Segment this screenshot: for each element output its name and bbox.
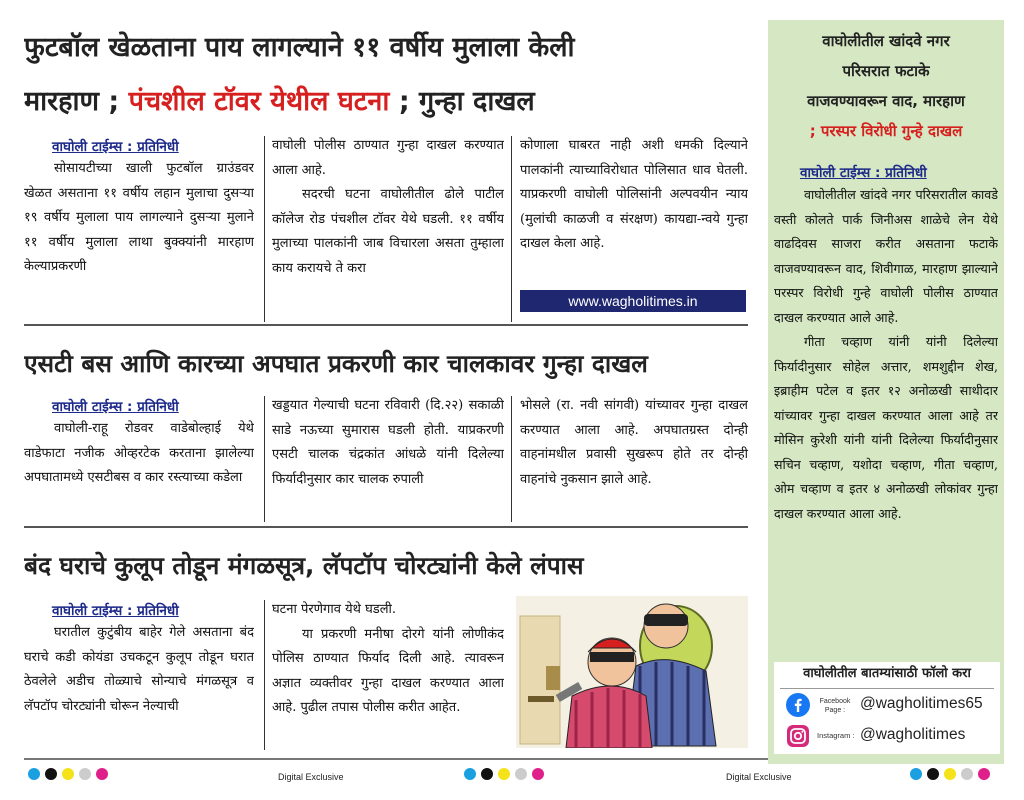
story2-col3-text: भोसले (रा. नवी सांगवी) यांच्यावर गुन्हा दाखल करण्यात आला आहे. अपघातग्रस्त दोन्ही वाहनांमधील प्रवासी सुखरूप होते तर दोन्ही वाहनांचे नुकसान झाले आहे. bbox=[520, 398, 748, 487]
story1-col2-text-2: सदरची घटना वाघोलीतील ढोले पाटील कॉलेज रोड पंचशील टॉवर येथे घडली. ११ वर्षीय मुलाच्या पालकांनी जाब विचारला असता तुम्हाला काय करायचे ते करा bbox=[272, 187, 504, 276]
story1-col1-text: सोसायटीच्या खाली फुटबॉल ग्राउंडवर खेळत असताना ११ वर्षीय लहान मुलाचा दुसऱ्या १९ वर्षीय मुलाला पाय लागल्याने दुसऱ्या मुलाने ११ वर्षीय मुलाला लाथा बुक्क्यांनी मारहाण केल्याप्रकरणी bbox=[24, 161, 254, 274]
print-color-marks-left bbox=[28, 768, 108, 780]
story1-column-2 bbox=[272, 134, 504, 322]
story1-headline-part: मारहाण ; bbox=[24, 86, 120, 117]
cyan-mark bbox=[910, 768, 922, 780]
digital-exclusive-label: Digital Exclusive bbox=[278, 772, 344, 782]
cyan-mark bbox=[464, 768, 476, 780]
yellow-mark bbox=[944, 768, 956, 780]
story3-col2-text-1: घटना पेरणेगाव येथे घडली. bbox=[272, 602, 397, 617]
story1-column-1 bbox=[24, 157, 254, 322]
story1-headline-line2 bbox=[24, 82, 759, 122]
story1-column-3 bbox=[520, 134, 748, 289]
thieves-illustration bbox=[516, 596, 748, 748]
facebook-icon[interactable] bbox=[786, 693, 810, 717]
story1-headline-highlight: पंचशील टॉवर येथील घटना bbox=[128, 86, 390, 117]
sidebar-headline-highlight: ; परस्पर विरोधी गुन्हे दाखल bbox=[809, 122, 963, 140]
story2-column-3 bbox=[520, 394, 748, 522]
black-mark bbox=[481, 768, 493, 780]
facebook-label: Facebook Page : bbox=[819, 698, 851, 714]
follow-divider bbox=[780, 688, 994, 689]
story3-col2-text-2: या प्रकरणी मनीषा दोरगे यांनी लोणीकंद पोलिस ठाण्यात फिर्याद दिली आहे. त्यावरून अज्ञात व्यक्तीवर गुन्हा दाखल करण्यात आला आहे. पुढील तपास पोलीस करीत आहेत. bbox=[272, 626, 504, 715]
yellow-mark bbox=[62, 768, 74, 780]
follow-title: वाघोलीतील बातम्यांसाठी फॉलो करा bbox=[803, 666, 971, 681]
story3-column-1 bbox=[24, 621, 254, 749]
story2-col1-text: वाघोली-राहू रोडवर वाडेबोल्हाई येथे वाडेफाटा नजीक ओव्हरटेक करताना झालेल्या अपघातामध्ये एसटीबस व कार रस्त्याच्या कडेला bbox=[24, 421, 254, 485]
story2-byline: वाघोली टाईम्स : प्रतिनिधी bbox=[52, 399, 179, 415]
column-divider bbox=[511, 136, 512, 322]
story3-byline: वाघोली टाईम्स : प्रतिनिधी bbox=[52, 603, 179, 619]
section-divider bbox=[24, 526, 748, 528]
column-divider bbox=[264, 396, 265, 522]
story1-headline-tail: ; गुन्हा दाखल bbox=[398, 86, 535, 117]
sidebar-headline-line-3: वाजवण्यावरून वाद, मारहाण bbox=[807, 92, 965, 110]
yellow-mark bbox=[498, 768, 510, 780]
story1-byline: वाघोली टाईम्स : प्रतिनिधी bbox=[52, 139, 179, 155]
story3-column-2 bbox=[272, 598, 504, 750]
black-mark bbox=[927, 768, 939, 780]
grey-mark bbox=[79, 768, 91, 780]
magenta-mark bbox=[978, 768, 990, 780]
story1-headline-line1: फुटबॉल खेळताना पाय लागल्याने ११ वर्षीय मुलाला केली bbox=[24, 32, 575, 63]
sidebar-paragraph-1: वाघोलीतील खांदवे नगर परिसरातील कावडे वस्ती कोलते पार्क जिनीअस शाळेचे लेन येथे वाढदिवस साजरा करीत असताना फटाके वाजवण्यावरून वाद, शिवीगाळ, मारहाण झाल्याने परस्पर विरोधी गुन्हे वाघोली पोलीस ठाण्यात दाखल करण्यात आले आहे. bbox=[774, 187, 998, 325]
sidebar-body bbox=[774, 183, 998, 653]
sidebar-headline-line-2: परिसरात फटाके bbox=[842, 62, 930, 80]
story1-col2-text-1: वाघोली पोलीस ठाण्यात गुन्हा दाखल करण्यात आला आहे. bbox=[272, 138, 504, 178]
digital-exclusive-label: Digital Exclusive bbox=[726, 772, 792, 782]
grey-mark bbox=[515, 768, 527, 780]
website-url-banner[interactable]: www.wagholitimes.in bbox=[520, 290, 746, 312]
magenta-mark bbox=[532, 768, 544, 780]
magenta-mark bbox=[96, 768, 108, 780]
grey-mark bbox=[961, 768, 973, 780]
section-divider bbox=[24, 324, 748, 326]
story3-col1-text: घरातील कुटुंबीय बाहेर गेले असताना बंद घराचे कडी कोयंडा उचकटून कुलूप तोडून घरात ठेवलेले अडीच तोळ्याचे सोन्याचे मंगळसूत्र व लॅपटॉप चोरट्यांनी चोरून नेल्याची bbox=[24, 625, 254, 714]
print-color-marks-right bbox=[910, 768, 990, 780]
story2-col2-text: खड्डयात गेल्याची घटना रविवारी (दि.२२) सकाळी साडे नऊच्या सुमारास घडली होती. याप्रकरणी एसटी चालक चंद्रकांत आंधळे यांनी दिलेल्या फिर्यादीनुसार कार चालक रुपाली bbox=[272, 398, 504, 487]
story1-col3-text: कोणाला घाबरत नाही अशी धमकी दिल्याने पालकांनी त्याच्याविरोधात पोलिसात धाव घेतली. याप्रकरणी वाघोली पोलिसांनी अल्पवयीन न्याय (मुलांची काळजी व संरक्षण) कायद्या-न्वये गुन्हा दाखल केला आहे. bbox=[520, 138, 748, 251]
story2-headline: एसटी बस आणि कारच्या अपघात प्रकरणी कार चालकावर गुन्हा दाखल bbox=[24, 349, 648, 378]
sidebar-paragraph-2: गीता चव्हाण यांनी यांनी दिलेल्या फिर्यादीनुसार सोहेल अत्तार, शमशुद्दीन शेख, इब्राहीम पटेल व इतर १२ अनोळखी साथीदार यांच्यावर गुन्हा दाखल करण्यात आला आहे तर मोसिन कुरेशी यांनी यांनी दिलेल्या फिर्यादीनुसार सचिन चव्हाण, यशोदा चव्हाण, गीता चव्हाण, ओम चव्हाण व इतर ४ अनोळखी लोकांवर गुन्हा दाखल करण्यात आला आहे. bbox=[774, 334, 998, 521]
black-mark bbox=[45, 768, 57, 780]
story3-headline: बंद घराचे कुलूप तोडून मंगळसूत्र, लॅपटॉप चोरट्यांनी केले लंपास bbox=[24, 551, 584, 580]
story2-column-2 bbox=[272, 394, 504, 522]
column-divider bbox=[264, 600, 265, 750]
print-color-marks-center bbox=[464, 768, 544, 780]
sidebar-headline bbox=[768, 26, 1004, 146]
sidebar-headline-line-1: वाघोलीतील खांदवे नगर bbox=[822, 32, 950, 50]
facebook-handle[interactable]: @wagholitimes65 bbox=[860, 695, 983, 712]
instagram-icon[interactable] bbox=[786, 724, 810, 748]
column-divider bbox=[511, 396, 512, 522]
sidebar-byline: वाघोली टाईम्स : प्रतिनिधी bbox=[800, 165, 927, 181]
story2-column-1 bbox=[24, 417, 254, 521]
cyan-mark bbox=[28, 768, 40, 780]
column-divider bbox=[264, 136, 265, 322]
instagram-handle[interactable]: @wagholitimes bbox=[860, 726, 966, 743]
instagram-label: Instagram : bbox=[817, 731, 855, 740]
